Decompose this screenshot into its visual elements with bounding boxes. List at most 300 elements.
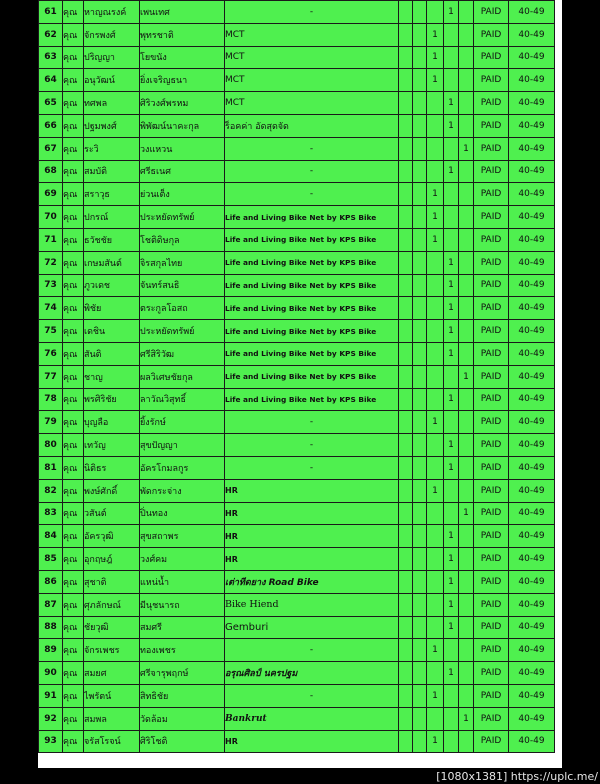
category-mark <box>413 730 427 753</box>
category-mark <box>427 365 444 388</box>
category-mark <box>413 183 427 206</box>
first-name: ปกรณ์ <box>84 206 140 229</box>
table-row <box>39 23 555 46</box>
watermark: [1080x1381] https://uplc.me/ <box>436 770 598 783</box>
team-name: เต่าทีดยาง Road Bike <box>225 570 399 593</box>
table-row <box>39 1 555 24</box>
age-range: 40-49 <box>509 183 555 206</box>
category-mark: 1 <box>444 456 459 479</box>
first-name: นิติธร <box>84 456 140 479</box>
category-mark <box>399 228 413 251</box>
age-range: 40-49 <box>509 570 555 593</box>
row-number: 69 <box>39 183 63 206</box>
category-mark: 1 <box>444 593 459 616</box>
category-mark <box>444 23 459 46</box>
row-number: 70 <box>39 206 63 229</box>
age-range: 40-49 <box>509 342 555 365</box>
last-name: ศรีจารุพฤกษ์ <box>140 662 225 685</box>
row-number: 83 <box>39 502 63 525</box>
last-name: ตระกูลโอสถ <box>140 297 225 320</box>
category-mark <box>413 251 427 274</box>
first-name: ศุภลักษณ์ <box>84 593 140 616</box>
category-mark <box>399 456 413 479</box>
category-mark <box>427 525 444 548</box>
category-mark <box>399 662 413 685</box>
team-name: Life and Living Bike Net by KPS Bike <box>225 388 399 411</box>
name-title: คุณ <box>63 525 84 548</box>
category-mark <box>459 456 474 479</box>
category-mark <box>427 160 444 183</box>
first-name: วสันต์ <box>84 502 140 525</box>
category-mark <box>427 388 444 411</box>
row-number: 80 <box>39 434 63 457</box>
age-range: 40-49 <box>509 434 555 457</box>
name-title: คุณ <box>63 365 84 388</box>
name-title: คุณ <box>63 456 84 479</box>
category-mark <box>427 320 444 343</box>
category-mark <box>399 525 413 548</box>
category-mark <box>413 160 427 183</box>
age-range: 40-49 <box>509 137 555 160</box>
category-mark <box>399 46 413 69</box>
team-name: Bankrut <box>225 707 399 730</box>
category-mark <box>459 479 474 502</box>
category-mark <box>444 183 459 206</box>
last-name: ศิริวงศ์พรหม <box>140 92 225 115</box>
category-mark <box>413 137 427 160</box>
payment-status: PAID <box>474 251 509 274</box>
category-mark <box>413 365 427 388</box>
category-mark <box>413 342 427 365</box>
table-row <box>39 593 555 616</box>
category-mark <box>459 684 474 707</box>
table-row <box>39 320 555 343</box>
last-name: อัครโกมลกูร <box>140 456 225 479</box>
category-mark: 1 <box>444 434 459 457</box>
category-mark <box>413 570 427 593</box>
team-name: HR <box>225 502 399 525</box>
row-number: 72 <box>39 251 63 274</box>
last-name: จิรสกุลไทย <box>140 251 225 274</box>
team-name: - <box>225 684 399 707</box>
age-range: 40-49 <box>509 730 555 753</box>
payment-status: PAID <box>474 342 509 365</box>
category-mark <box>413 593 427 616</box>
category-mark <box>444 206 459 229</box>
table-row <box>39 342 555 365</box>
payment-status: PAID <box>474 274 509 297</box>
category-mark <box>459 1 474 24</box>
row-number: 76 <box>39 342 63 365</box>
first-name: อนุวัฒน์ <box>84 69 140 92</box>
category-mark <box>399 23 413 46</box>
category-mark <box>413 502 427 525</box>
last-name: ปิ่นทอง <box>140 502 225 525</box>
team-name: Life and Living Bike Net by KPS Bike <box>225 228 399 251</box>
team-name: อรุณศิลป์ นครปฐม <box>225 662 399 685</box>
category-mark: 1 <box>444 297 459 320</box>
payment-status: PAID <box>474 684 509 707</box>
team-name: Life and Living Bike Net by KPS Bike <box>225 365 399 388</box>
category-mark <box>413 274 427 297</box>
last-name: ย่วนเต็ง <box>140 183 225 206</box>
category-mark <box>427 570 444 593</box>
category-mark <box>459 297 474 320</box>
category-mark: 1 <box>427 479 444 502</box>
row-number: 61 <box>39 1 63 24</box>
category-mark: 1 <box>444 548 459 571</box>
row-number: 63 <box>39 46 63 69</box>
table-row <box>39 548 555 571</box>
category-mark <box>459 548 474 571</box>
category-mark <box>427 662 444 685</box>
category-mark <box>399 114 413 137</box>
name-title: คุณ <box>63 342 84 365</box>
name-title: คุณ <box>63 274 84 297</box>
category-mark <box>444 479 459 502</box>
row-number: 93 <box>39 730 63 753</box>
age-range: 40-49 <box>509 228 555 251</box>
category-mark: 1 <box>459 707 474 730</box>
team-name: - <box>225 411 399 434</box>
first-name: เทวัญ <box>84 434 140 457</box>
first-name: พรศิริชัย <box>84 388 140 411</box>
first-name: สมพล <box>84 707 140 730</box>
name-title: คุณ <box>63 183 84 206</box>
first-name: หาญณรงค์ <box>84 1 140 24</box>
age-range: 40-49 <box>509 593 555 616</box>
team-name: - <box>225 639 399 662</box>
last-name: ลาวัณวิสุทธิ์ <box>140 388 225 411</box>
category-mark: 1 <box>444 114 459 137</box>
table-row <box>39 525 555 548</box>
category-mark <box>413 456 427 479</box>
row-number: 85 <box>39 548 63 571</box>
last-name: แหน่น้ำ <box>140 570 225 593</box>
category-mark: 1 <box>427 639 444 662</box>
payment-status: PAID <box>474 502 509 525</box>
payment-status: PAID <box>474 160 509 183</box>
team-name: MCT <box>225 23 399 46</box>
category-mark <box>399 570 413 593</box>
first-name: ไพรัตน์ <box>84 684 140 707</box>
name-title: คุณ <box>63 662 84 685</box>
name-title: คุณ <box>63 160 84 183</box>
age-range: 40-49 <box>509 320 555 343</box>
category-mark <box>459 92 474 115</box>
team-name: HR <box>225 525 399 548</box>
category-mark <box>399 730 413 753</box>
first-name: ชาญ <box>84 365 140 388</box>
name-title: คุณ <box>63 228 84 251</box>
name-title: คุณ <box>63 297 84 320</box>
category-mark <box>459 183 474 206</box>
team-name: - <box>225 160 399 183</box>
last-name: วงแหวน <box>140 137 225 160</box>
first-name: อุกฤษฎ์ <box>84 548 140 571</box>
last-name: พัดกระจ่าง <box>140 479 225 502</box>
table-row <box>39 206 555 229</box>
category-mark <box>413 206 427 229</box>
payment-status: PAID <box>474 92 509 115</box>
first-name: ชัยวุฒิ <box>84 616 140 639</box>
payment-status: PAID <box>474 662 509 685</box>
first-name: พิชัย <box>84 297 140 320</box>
age-range: 40-49 <box>509 411 555 434</box>
last-name: สุขปัญญา <box>140 434 225 457</box>
age-range: 40-49 <box>509 160 555 183</box>
category-mark: 1 <box>444 616 459 639</box>
category-mark <box>459 251 474 274</box>
category-mark: 1 <box>444 320 459 343</box>
category-mark: 1 <box>444 388 459 411</box>
category-mark <box>399 388 413 411</box>
category-mark: 1 <box>444 92 459 115</box>
category-mark <box>413 707 427 730</box>
category-mark <box>413 616 427 639</box>
category-mark <box>399 160 413 183</box>
category-mark: 1 <box>459 502 474 525</box>
age-range: 40-49 <box>509 114 555 137</box>
table-row <box>39 251 555 274</box>
category-mark: 1 <box>427 206 444 229</box>
category-mark <box>399 251 413 274</box>
age-range: 40-49 <box>509 662 555 685</box>
table-row <box>39 388 555 411</box>
first-name: จรัสโรจน์ <box>84 730 140 753</box>
team-name: Life and Living Bike Net by KPS Bike <box>225 274 399 297</box>
category-mark <box>444 411 459 434</box>
category-mark <box>427 502 444 525</box>
category-mark <box>444 730 459 753</box>
first-name: อัครวุฒิ <box>84 525 140 548</box>
name-title: คุณ <box>63 114 84 137</box>
row-number: 74 <box>39 297 63 320</box>
first-name: ทศพล <box>84 92 140 115</box>
category-mark <box>459 616 474 639</box>
table-row <box>39 730 555 753</box>
category-mark <box>413 69 427 92</box>
category-mark <box>427 251 444 274</box>
team-name: Life and Living Bike Net by KPS Bike <box>225 206 399 229</box>
category-mark <box>459 570 474 593</box>
row-number: 91 <box>39 684 63 707</box>
table-row <box>39 479 555 502</box>
row-number: 77 <box>39 365 63 388</box>
team-name: MCT <box>225 46 399 69</box>
first-name: จักรพงศ์ <box>84 23 140 46</box>
payment-status: PAID <box>474 206 509 229</box>
category-mark <box>444 639 459 662</box>
name-title: คุณ <box>63 23 84 46</box>
category-mark <box>459 46 474 69</box>
table-row <box>39 616 555 639</box>
name-title: คุณ <box>63 434 84 457</box>
document-page <box>38 0 562 768</box>
age-range: 40-49 <box>509 297 555 320</box>
row-number: 62 <box>39 23 63 46</box>
payment-status: PAID <box>474 411 509 434</box>
age-range: 40-49 <box>509 1 555 24</box>
age-range: 40-49 <box>509 388 555 411</box>
category-mark: 1 <box>444 160 459 183</box>
last-name: โชติดิษกุล <box>140 228 225 251</box>
team-name: - <box>225 434 399 457</box>
category-mark: 1 <box>427 23 444 46</box>
category-mark <box>427 434 444 457</box>
category-mark <box>459 320 474 343</box>
category-mark <box>459 228 474 251</box>
row-number: 88 <box>39 616 63 639</box>
team-name: - <box>225 1 399 24</box>
team-name: - <box>225 137 399 160</box>
last-name: ยิ่งเจริญธนา <box>140 69 225 92</box>
table-row <box>39 46 555 69</box>
last-name: โยขนัง <box>140 46 225 69</box>
category-mark <box>444 365 459 388</box>
category-mark <box>459 639 474 662</box>
name-title: คุณ <box>63 570 84 593</box>
name-title: คุณ <box>63 46 84 69</box>
category-mark <box>399 274 413 297</box>
category-mark: 1 <box>459 137 474 160</box>
name-title: คุณ <box>63 251 84 274</box>
row-number: 90 <box>39 662 63 685</box>
last-name: สมศรี <box>140 616 225 639</box>
category-mark <box>413 297 427 320</box>
category-mark <box>399 616 413 639</box>
name-title: คุณ <box>63 616 84 639</box>
payment-status: PAID <box>474 46 509 69</box>
table-row <box>39 662 555 685</box>
last-name: พิพัฒน์นาคะกุล <box>140 114 225 137</box>
category-mark <box>459 593 474 616</box>
age-range: 40-49 <box>509 639 555 662</box>
team-name: Bike Hiend <box>225 593 399 616</box>
category-mark <box>427 92 444 115</box>
first-name: ปฐมพงศ์ <box>84 114 140 137</box>
category-mark: 1 <box>427 684 444 707</box>
payment-status: PAID <box>474 365 509 388</box>
category-mark <box>427 342 444 365</box>
age-range: 40-49 <box>509 525 555 548</box>
payment-status: PAID <box>474 548 509 571</box>
category-mark <box>399 434 413 457</box>
category-mark <box>399 593 413 616</box>
category-mark <box>413 479 427 502</box>
row-number: 67 <box>39 137 63 160</box>
row-number: 71 <box>39 228 63 251</box>
category-mark: 1 <box>444 662 459 685</box>
category-mark <box>413 46 427 69</box>
last-name: สิทธิชัย <box>140 684 225 707</box>
name-title: คุณ <box>63 593 84 616</box>
name-title: คุณ <box>63 1 84 24</box>
payment-status: PAID <box>474 570 509 593</box>
first-name: สมบัติ <box>84 160 140 183</box>
table-row <box>39 69 555 92</box>
category-mark <box>399 92 413 115</box>
category-mark: 1 <box>427 228 444 251</box>
payment-status: PAID <box>474 137 509 160</box>
category-mark <box>459 662 474 685</box>
team-name: - <box>225 183 399 206</box>
category-mark <box>427 137 444 160</box>
row-number: 75 <box>39 320 63 343</box>
table-row <box>39 639 555 662</box>
first-name: สันติ <box>84 342 140 365</box>
last-name: พุทรชาติ <box>140 23 225 46</box>
category-mark <box>459 388 474 411</box>
category-mark <box>459 114 474 137</box>
category-mark <box>399 320 413 343</box>
last-name: ศรีธเนศ <box>140 160 225 183</box>
table-row <box>39 570 555 593</box>
age-range: 40-49 <box>509 548 555 571</box>
last-name: เพนเทศ <box>140 1 225 24</box>
last-name: ทองเพชร <box>140 639 225 662</box>
payment-status: PAID <box>474 69 509 92</box>
last-name: ผลวิเศษชัยกุล <box>140 365 225 388</box>
last-name: จันทร์สนธิ <box>140 274 225 297</box>
row-number: 86 <box>39 570 63 593</box>
team-name: Life and Living Bike Net by KPS Bike <box>225 320 399 343</box>
category-mark <box>413 320 427 343</box>
name-title: คุณ <box>63 707 84 730</box>
category-mark <box>399 206 413 229</box>
category-mark <box>459 525 474 548</box>
category-mark <box>413 525 427 548</box>
category-mark: 1 <box>427 46 444 69</box>
category-mark: 1 <box>427 730 444 753</box>
age-range: 40-49 <box>509 365 555 388</box>
payment-status: PAID <box>474 228 509 251</box>
payment-status: PAID <box>474 320 509 343</box>
age-range: 40-49 <box>509 616 555 639</box>
age-range: 40-49 <box>509 274 555 297</box>
row-number: 66 <box>39 114 63 137</box>
category-mark <box>444 137 459 160</box>
last-name: ศิริโชติ <box>140 730 225 753</box>
age-range: 40-49 <box>509 92 555 115</box>
age-range: 40-49 <box>509 46 555 69</box>
row-number: 78 <box>39 388 63 411</box>
payment-status: PAID <box>474 114 509 137</box>
last-name: ยิ้งรักษ์ <box>140 411 225 434</box>
category-mark <box>399 342 413 365</box>
row-number: 89 <box>39 639 63 662</box>
payment-status: PAID <box>474 593 509 616</box>
category-mark <box>399 1 413 24</box>
category-mark <box>399 69 413 92</box>
category-mark <box>444 684 459 707</box>
payment-status: PAID <box>474 1 509 24</box>
category-mark <box>444 707 459 730</box>
team-name: Life and Living Bike Net by KPS Bike <box>225 342 399 365</box>
payment-status: PAID <box>474 297 509 320</box>
first-name: ปริญญา <box>84 46 140 69</box>
category-mark <box>459 434 474 457</box>
category-mark <box>413 548 427 571</box>
category-mark: 1 <box>444 570 459 593</box>
table-row <box>39 707 555 730</box>
table-row <box>39 365 555 388</box>
row-number: 73 <box>39 274 63 297</box>
category-mark: 1 <box>444 525 459 548</box>
table-row <box>39 137 555 160</box>
category-mark <box>459 411 474 434</box>
category-mark <box>444 228 459 251</box>
